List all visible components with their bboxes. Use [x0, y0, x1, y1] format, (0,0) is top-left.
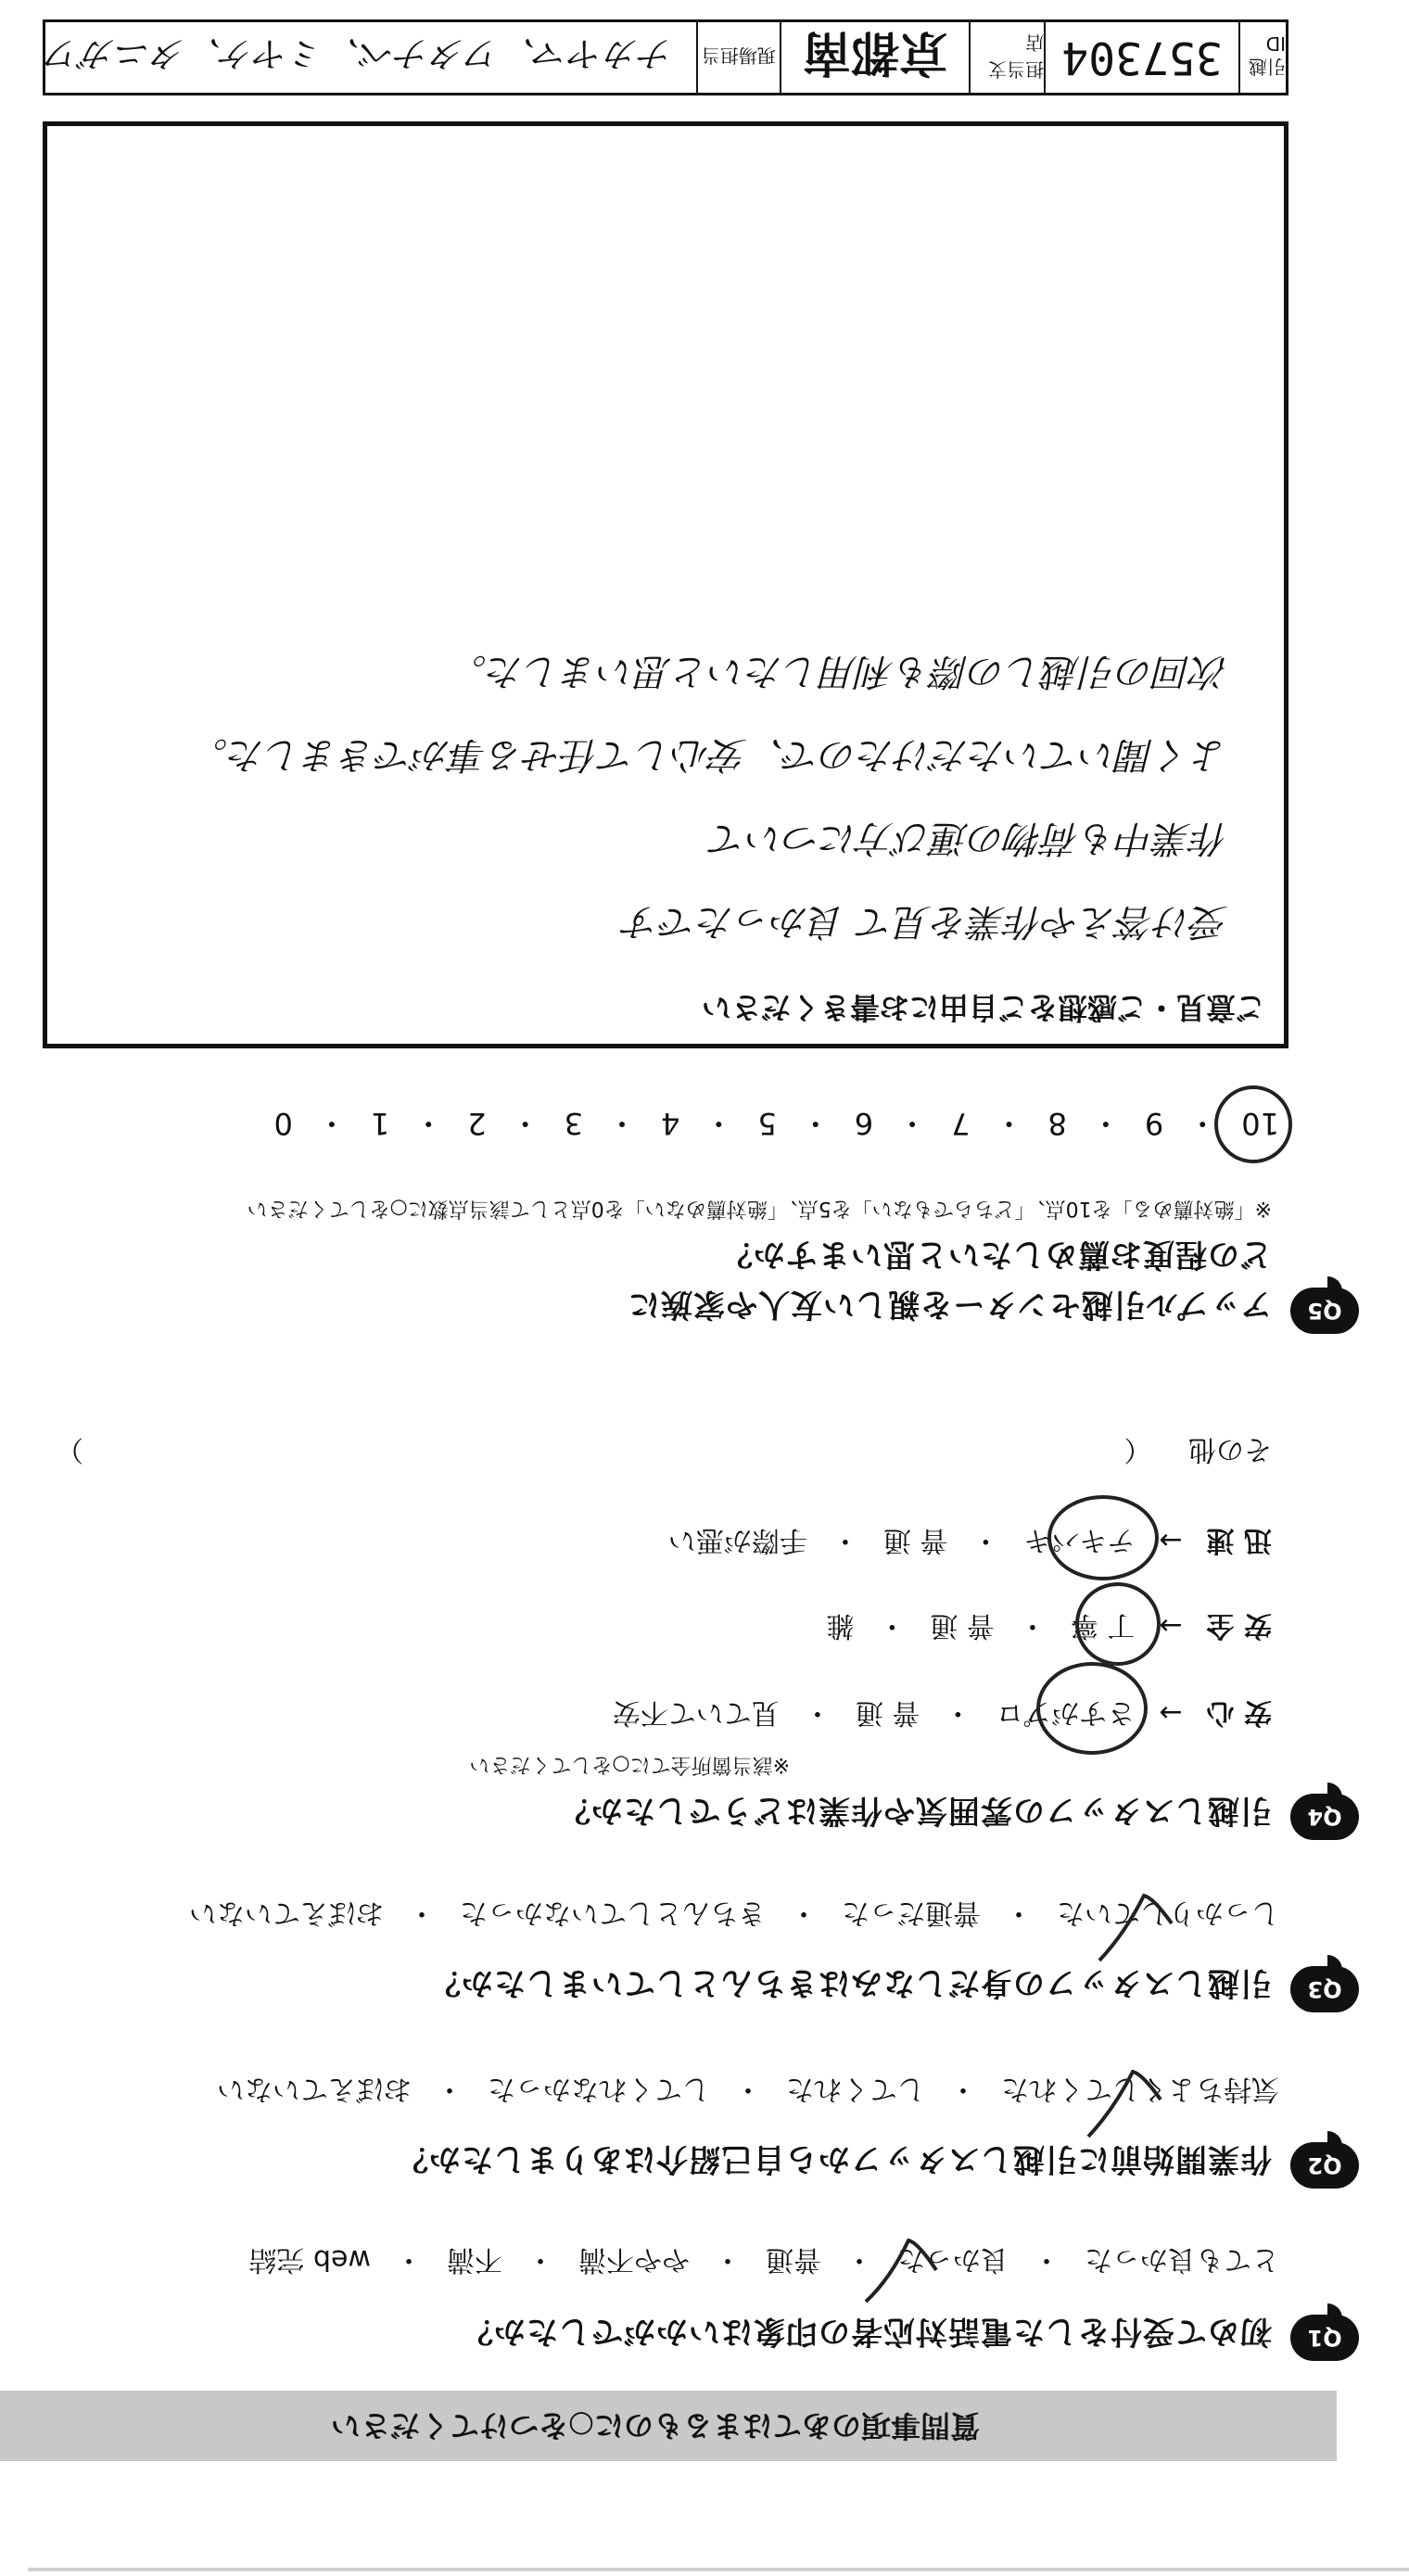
q2-question: 作業開始前に引越しスタッフから自己紹介はありましたか？ — [396, 2140, 1272, 2177]
q1-option-dissatisfied[interactable]: 不満 — [447, 2243, 502, 2276]
q4-row-anzen-label: 安 全 — [1206, 1609, 1272, 1642]
q4-anzen-option-careful[interactable]: 丁 寧 — [1070, 1609, 1136, 1642]
comments-line-1[interactable]: 受け答えや作業を見て 良かったです — [623, 900, 1228, 943]
q4-other-close: ） — [56, 1433, 83, 1466]
q3-badge: Q3 — [1290, 1966, 1359, 2012]
branch-label: 担当支店 — [969, 22, 1044, 93]
q4-anshin-option-worried[interactable]: 見ていて不安 — [612, 1696, 780, 1729]
q4-note: ※該当箇所全てに○をしてください — [469, 1753, 790, 1776]
q3-question: 引越しスタッフの身だしなみはきちんとしていましたか？ — [428, 1964, 1272, 2001]
q3-check-mark — [1094, 1890, 1177, 1964]
q4-other-open: （ — [1123, 1433, 1152, 1466]
q5-score-7[interactable]: 7 — [951, 1106, 971, 1141]
q4-row-jinsoku-label: 迅 速 — [1206, 1524, 1272, 1556]
q5-badge: Q5 — [1290, 1288, 1359, 1334]
q3-option-not-neat[interactable]: きちんとしていなかった — [460, 1897, 766, 1929]
q4-anzen-option-rough[interactable]: 雑 — [826, 1609, 855, 1642]
q2-badge: Q2 — [1290, 2142, 1359, 2189]
q4-jinsoku-option-brisk[interactable]: テキパキ — [1023, 1524, 1136, 1556]
q4-other — [1123, 1432, 1272, 1473]
q5-note: ※「絶対薦める」を10点、「どちらでもない」を5点、「絶対薦めない」を0点として該当点数に○をしてください — [247, 1197, 1272, 1220]
q4-jinsoku-option-normal[interactable]: 普 通 — [882, 1524, 948, 1556]
q5-score-5[interactable]: 5 — [757, 1106, 777, 1141]
q4-row-anshin: 安 心→さすがプロ・普 通・見ていて不安 — [613, 1695, 1272, 1736]
q5-score-3[interactable]: 3 — [564, 1106, 584, 1141]
scan-edge-line — [28, 2568, 1409, 2571]
q4-row-jinsoku: 迅 速→テキパキ・普 通・手際が悪い — [668, 1523, 1272, 1564]
q4-anshin-option-normal[interactable]: 普 通 — [855, 1696, 920, 1729]
q5-score-4[interactable]: 4 — [661, 1106, 680, 1141]
q4-other-label: その他 — [1188, 1433, 1272, 1466]
id-label: 引越ID — [1238, 22, 1286, 93]
q5-score-9[interactable]: 9 — [1144, 1106, 1164, 1141]
q4-row-anshin-label: 安 心 — [1206, 1696, 1272, 1729]
q4-anshin-circle — [1036, 1662, 1148, 1755]
q4-jinsoku-option-clumsy[interactable]: 手際が悪い — [667, 1524, 807, 1556]
q1-question: 初めて受付をした電話対応者の印象はいかがでしたか？ — [461, 2313, 1272, 2350]
comments-line-3[interactable]: よく聞いていただけたので、安心して任せる事ができました。 — [190, 733, 1228, 776]
q1-check-mark — [862, 2233, 946, 2307]
footer-table — [43, 19, 1288, 95]
comments-line-2[interactable]: 作業中も荷物の運び方について — [709, 817, 1228, 859]
q1-option-normal[interactable]: 普通 — [766, 2243, 821, 2276]
q1-option-somewhat-dissatisfied[interactable]: やや不満 — [578, 2243, 690, 2276]
branch-value: 京都南 — [780, 22, 969, 93]
q5-question-line1: アップル引越センターを親しい友人や家族に — [628, 1286, 1272, 1323]
q3-options: しっかりしていた・普通だった・きちんとしていなかった・おぼえていない — [189, 1896, 1279, 1936]
q2-option-pleasant[interactable]: 気持ちよくしてくれた — [1001, 2073, 1279, 2105]
q3-option-dont-remember[interactable]: おぼえていない — [189, 1897, 384, 1929]
q1-option-web[interactable]: web 完結 — [248, 2243, 371, 2276]
q5-score-2[interactable]: 2 — [467, 1106, 487, 1141]
q1-badge: Q1 — [1290, 2315, 1359, 2361]
q2-options: 気持ちよくしてくれた・してくれた・してくれなかった・おぼえていない — [217, 2072, 1279, 2113]
q4-anzen-option-normal[interactable]: 普 通 — [930, 1609, 995, 1642]
q5-question-line2: どの程度お薦めしたいと思いますか？ — [720, 1236, 1272, 1273]
staff-value[interactable]: ナカヤマ、ワタナベ、ミヤケ、タニガワ — [45, 33, 674, 75]
id-value: 357304 — [1044, 22, 1238, 93]
instruction-banner — [0, 2391, 1337, 2461]
q5-score-1[interactable]: 1 — [370, 1106, 390, 1141]
q1-option-good[interactable]: 良かった — [897, 2243, 1009, 2276]
comments-line-4[interactable]: 次回の引越しの際も利用したいと思いました。 — [450, 650, 1228, 692]
q2-option-dont-remember[interactable]: おぼえていない — [217, 2073, 412, 2105]
q3-option-neat[interactable]: しっかりしていた — [1057, 1897, 1279, 1929]
q5-score-8[interactable]: 8 — [1047, 1106, 1067, 1141]
q3-option-normal[interactable]: 普通だった — [842, 1897, 981, 1929]
instruction-banner-text: 質問事項のあてはまるものに○をつけてください — [331, 2408, 980, 2443]
q2-option-did-not[interactable]: してくれなかった — [488, 2073, 710, 2105]
q4-jinsoku-circle — [1047, 1495, 1159, 1580]
q1-options: とても良かった・良かった・普通・やや不満・不満・web 完結 — [248, 2242, 1279, 2283]
q4-anshin-option-pro[interactable]: さすがプロ — [996, 1696, 1136, 1729]
q5-score-10[interactable]: 10 — [1241, 1106, 1279, 1141]
comments-box — [43, 121, 1288, 1048]
q4-anzen-circle — [1075, 1582, 1161, 1666]
staff-label: 現場担当 — [696, 22, 780, 93]
q4-badge: Q4 — [1290, 1794, 1359, 1840]
q5-scale: 10・9・8・7・6・5・4・3・2・1・0 — [273, 1106, 1279, 1141]
q5-score-0[interactable]: 0 — [273, 1106, 293, 1141]
q1-option-very-good[interactable]: とても良かった — [1085, 2243, 1279, 2276]
q2-option-did[interactable]: してくれた — [786, 2073, 925, 2105]
q5-score-circle — [1214, 1085, 1292, 1163]
q2-check-mark — [1083, 2066, 1166, 2140]
q4-row-anzen: 安 全→丁 寧・普 通・雑 — [826, 1608, 1272, 1649]
q4-question: 引越しスタッフの雰囲気や作業はどうでしたか？ — [558, 1792, 1272, 1829]
comments-heading: ご意見・ご感想をご自由にお書きください — [701, 990, 1265, 1025]
q5-score-6[interactable]: 6 — [854, 1106, 874, 1141]
